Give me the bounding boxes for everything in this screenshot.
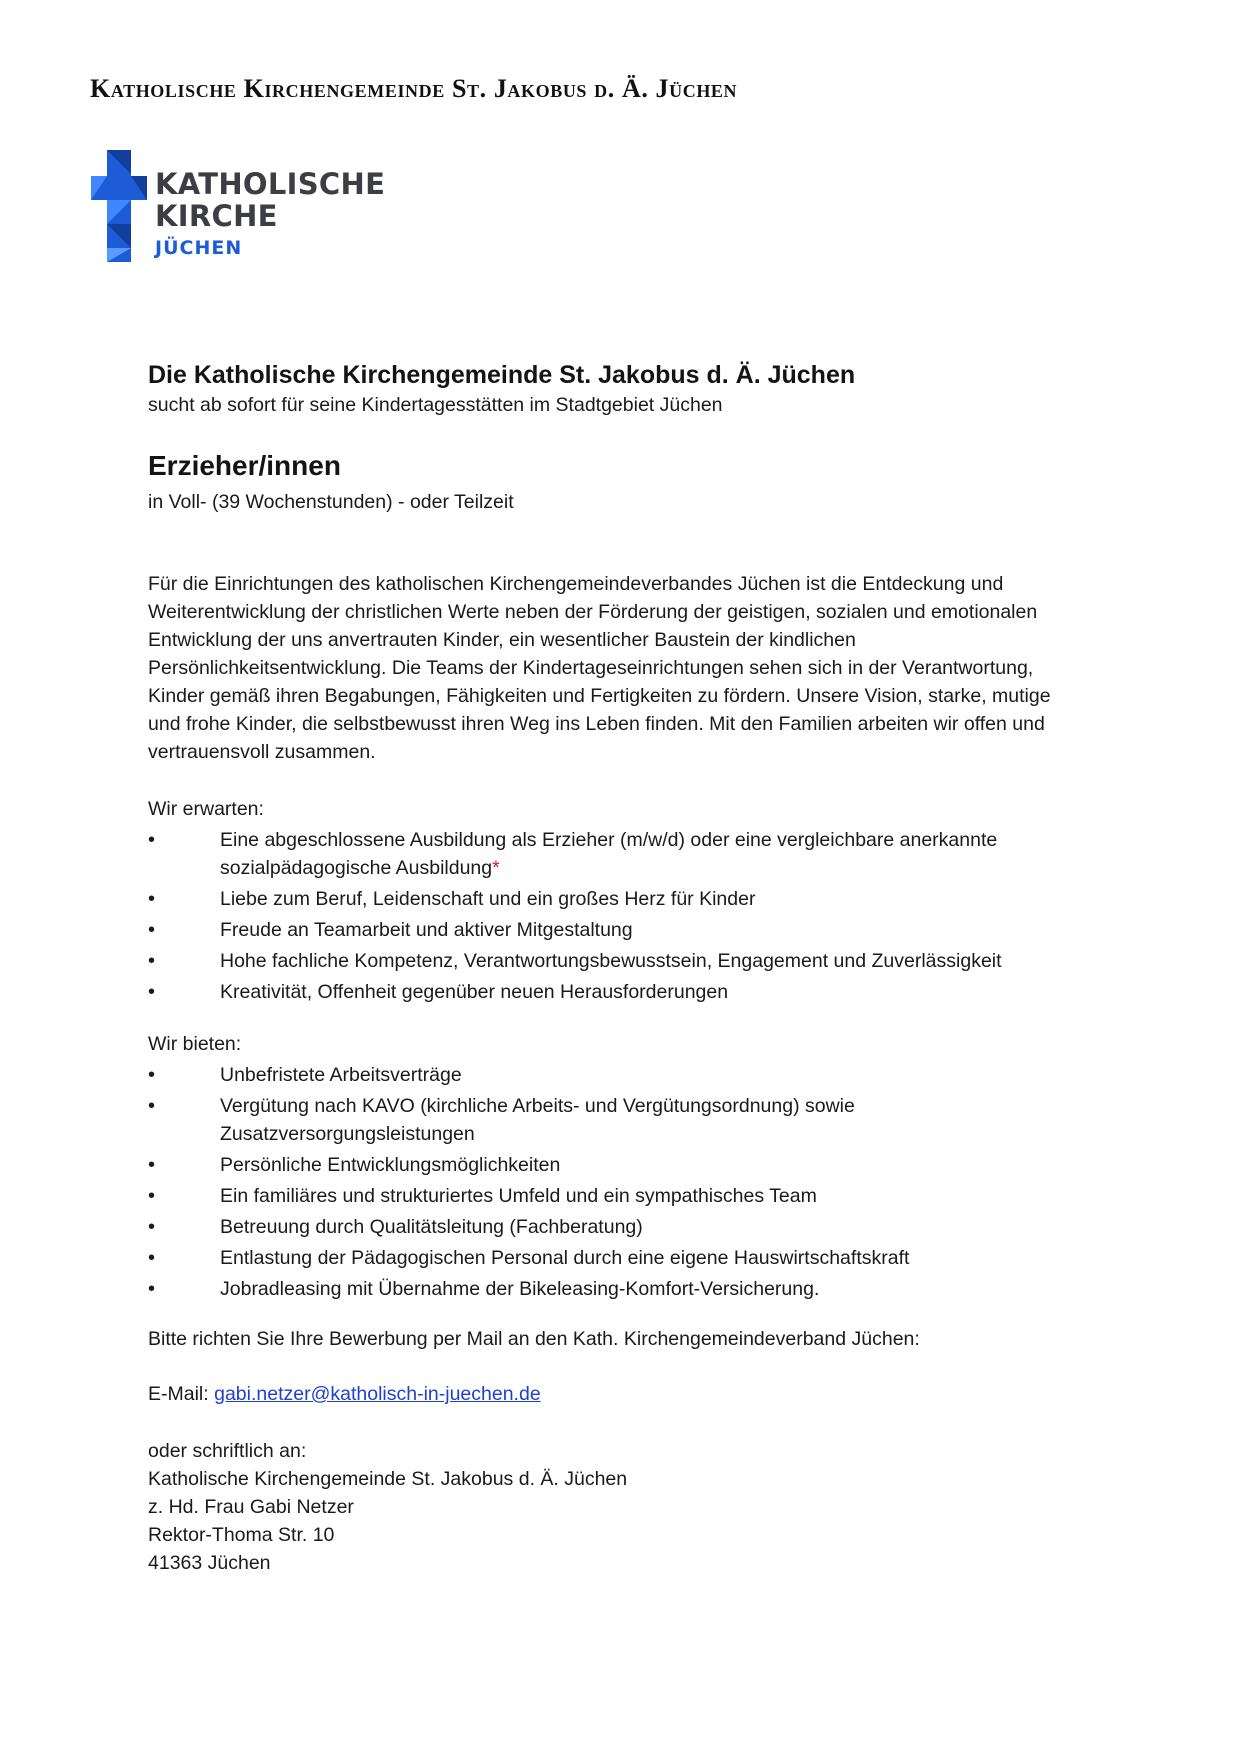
list-item: [148, 1244, 1088, 1272]
list-item: [148, 1092, 1088, 1148]
list-item: [148, 885, 1088, 913]
address-line-city: 41363 Jüchen: [148, 1552, 271, 1574]
requirements-heading: Wir erwarten:: [148, 798, 264, 820]
list-item-text: Freude an Teamarbeit und aktiver Mitgestaltung: [220, 919, 633, 941]
bullet-icon: •: [148, 1216, 156, 1238]
list-item-text: Betreuung durch Qualitätsleitung (Fachberatung): [220, 1216, 643, 1238]
postal-address-block: [148, 1437, 1088, 1577]
employer-subtitle: sucht ab sofort für seine Kindertagesstätten im Stadtgebiet Jüchen: [148, 394, 723, 416]
list-item-text: Persönliche Entwicklungsmöglichkeiten: [220, 1154, 561, 1176]
list-item-text: Jobradleasing mit Übernahme der Bikeleasing-Komfort-Versicherung.: [220, 1278, 820, 1300]
benefits-heading: Wir bieten:: [148, 1033, 242, 1055]
application-instructions: Bitte richten Sie Ihre Bewerbung per Mail an den Kath. Kirchengemeindeverband Jüchen:: [148, 1328, 920, 1350]
list-item-text: Liebe zum Beruf, Leidenschaft und ein großes Herz für Kinder: [220, 888, 756, 910]
logo-line-juechen: JÜCHEN: [155, 237, 243, 259]
address-line-street: Rektor-Thoma Str. 10: [148, 1524, 335, 1546]
list-item: [148, 947, 1088, 975]
benefits-list: [148, 1061, 1088, 1303]
bullet-icon: •: [148, 981, 156, 1003]
asterisk-mark: *: [492, 857, 500, 879]
list-item: [148, 1275, 1088, 1303]
blue-cross-icon: [91, 150, 147, 262]
list-item-text: Vergütung nach KAVO (kirchliche Arbeits- und Vergütungsordnung) sowie Zusatzversorgungsleistungen: [220, 1095, 855, 1145]
bullet-icon: •: [148, 1278, 156, 1300]
position-title: Erzieher/innen: [148, 450, 341, 481]
list-item: [148, 978, 1088, 1006]
bullet-icon: •: [148, 950, 156, 972]
bullet-icon: •: [148, 829, 156, 851]
bullet-icon: •: [148, 1064, 156, 1086]
list-item: [148, 1151, 1088, 1179]
parish-logo: [91, 150, 386, 262]
bullet-icon: •: [148, 1095, 156, 1117]
list-item-text: Ein familiäres und strukturiertes Umfeld und ein sympathisches Team: [220, 1185, 817, 1207]
employer-title: Die Katholische Kirchengemeinde St. Jakobus d. Ä. Jüchen: [148, 361, 856, 389]
list-item-text: Kreativität, Offenheit gegenüber neuen Herausforderungen: [220, 981, 729, 1003]
logo-wordmark: [155, 167, 386, 259]
requirements-list: [148, 826, 1088, 1006]
bullet-icon: •: [148, 1185, 156, 1207]
list-item: [148, 1213, 1088, 1241]
email-label: E-Mail:: [148, 1383, 209, 1405]
list-item: [148, 1061, 1088, 1089]
position-subtitle: in Voll- (39 Wochenstunden) - oder Teilzeit: [148, 491, 514, 513]
list-item: [148, 826, 1088, 882]
email-line: [148, 1380, 1088, 1408]
bullet-icon: •: [148, 1247, 156, 1269]
list-item-text: Eine abgeschlossene Ausbildung als Erzieher (m/w/d) oder eine vergleichbare anerkannte sozialpädagogische Ausbildung: [220, 829, 998, 879]
list-item-text: Hohe fachliche Kompetenz, Verantwortungsbewusstsein, Engagement und Zuverlässigkeit: [220, 950, 1002, 972]
list-item: [148, 1182, 1088, 1210]
address-line-attention: z. Hd. Frau Gabi Netzer: [148, 1496, 354, 1518]
bullet-icon: •: [148, 888, 156, 910]
benefits-section: [148, 1030, 1088, 1303]
logo-line-katholische: KATHOLISCHE: [155, 167, 386, 201]
logo-line-kirche: KIRCHE: [155, 199, 278, 233]
letterhead-title: Katholische Kirchengemeinde St. Jakobus d. Ä. Jüchen: [90, 74, 738, 103]
list-item-text: Unbefristete Arbeitsverträge: [220, 1064, 462, 1086]
bullet-icon: •: [148, 919, 156, 941]
intro-paragraph: [148, 570, 1088, 766]
requirements-section: [148, 795, 1088, 1006]
intro-text: Für die Einrichtungen des katholischen Kirchengemeindeverbandes Jüchen ist die Entdeckung und Weiterentwicklung der christlichen Werte neben der Förderung der geistigen, sozialen und emotionalen Entwicklung der uns anvertrauten Kinder, ein wesentlicher Baustein der kindlichen Persönlichkeitsentwicklung. Die Teams der Kindertageseinrichtungen sehen sich in der Verantwortung, Kinder gemäß ihren Begabungen, Fähigkeiten und Fertigkeiten zu fördern. Unsere Vision, starke, mutige und frohe Kinder, die selbstbewusst ihren Weg ins Leben finden. Mit den Familien arbeiten wir offen und vertrauensvoll zusammen.: [148, 573, 1051, 763]
list-item-text: Entlastung der Pädagogischen Personal durch eine eigene Hauswirtschaftskraft: [220, 1247, 910, 1269]
list-item: [148, 916, 1088, 944]
bullet-icon: •: [148, 1154, 156, 1176]
postal-intro: oder schriftlich an:: [148, 1440, 307, 1462]
address-line-organization: Katholische Kirchengemeinde St. Jakobus d. Ä. Jüchen: [148, 1468, 628, 1490]
email-link[interactable]: gabi.netzer@katholisch-in-juechen.de: [214, 1383, 541, 1405]
